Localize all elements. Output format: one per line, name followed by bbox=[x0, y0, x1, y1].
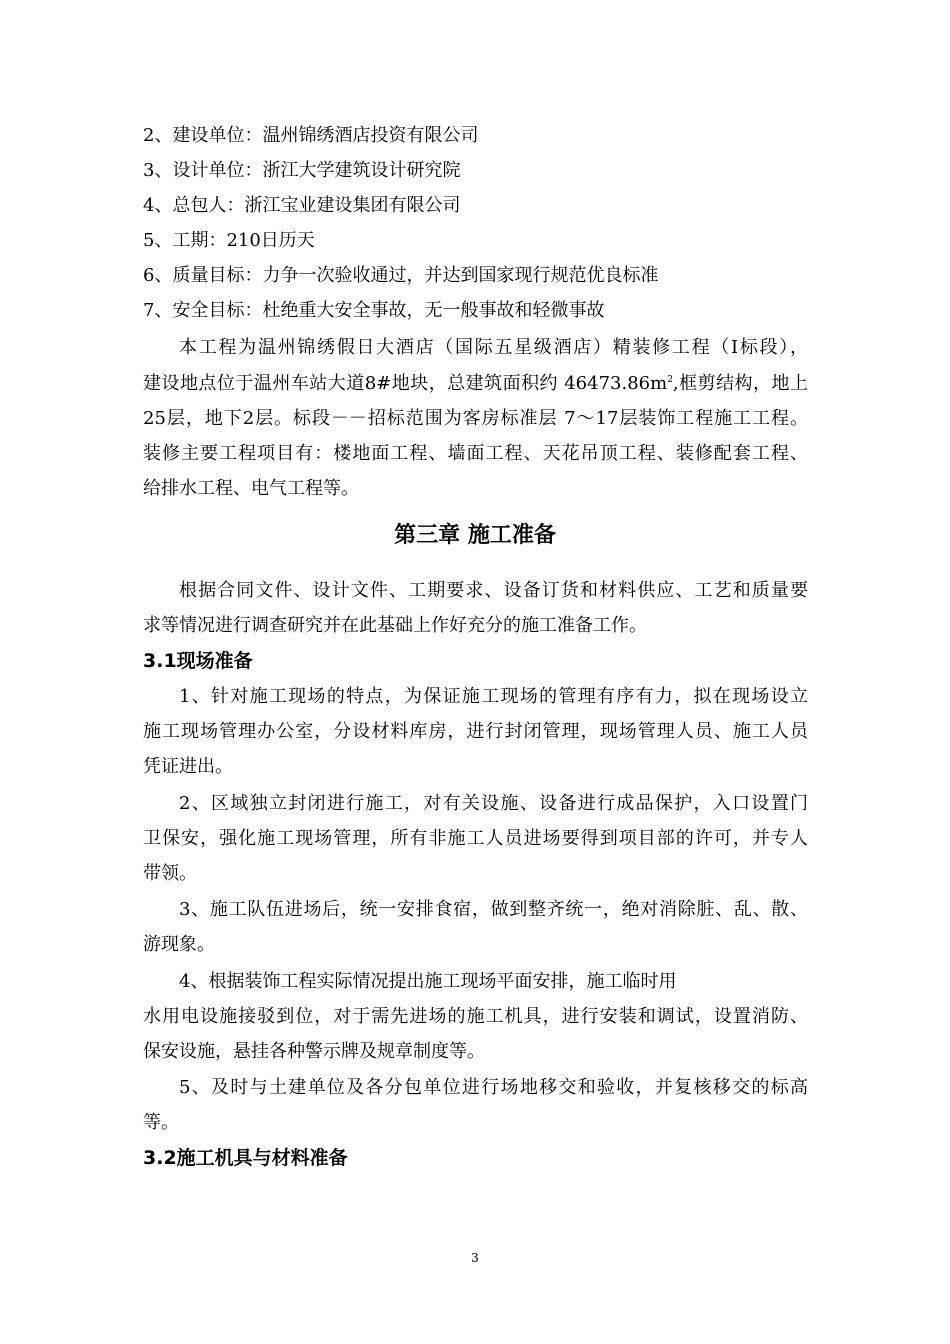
list-item-duration: 5、工期：210日历天 bbox=[143, 230, 315, 251]
paragraph-line: 施工现场管理办公室，分设材料库房，进行封闭管理，现场管理人员、施工人员 bbox=[143, 721, 808, 742]
paragraph-line: 3、施工队伍进场后，统一安排食宿，做到整齐统一，绝对消除脏、乱、散、 bbox=[179, 899, 808, 920]
paragraph-line: 带领。 bbox=[143, 863, 197, 884]
list-item-quality-target: 6、质量目标：力争一次验收通过，并达到国家现行规范优良标准 bbox=[143, 265, 659, 286]
paragraph-line: 保安设施，悬挂各种警示牌及规章制度等。 bbox=[143, 1041, 485, 1062]
list-item-construction-unit: 2、建设单位：温州锦绣酒店投资有限公司 bbox=[143, 125, 479, 146]
paragraph-line: 卫保安，强化施工现场管理，所有非施工人员进场要得到项目部的许可，并专人 bbox=[143, 828, 808, 849]
page-number: 3 bbox=[471, 1251, 479, 1265]
paragraph-line: 凭证进出。 bbox=[143, 756, 233, 777]
chapter-intro-line-1: 根据合同文件、设计文件、工期要求、设备订货和材料供应、工艺和质量要 bbox=[179, 580, 808, 601]
paragraph-line: 5、及时与土建单位及各分包单位进行场地移交和验收，并复核移交的标高 bbox=[179, 1077, 808, 1098]
section-3-1-title: 3.1现场准备 bbox=[143, 650, 253, 672]
section-3-2-title: 3.2施工机具与材料准备 bbox=[143, 1147, 348, 1169]
paragraph-line: 等。 bbox=[143, 1112, 179, 1133]
overview-line-5: 给排水工程、电气工程等。 bbox=[143, 478, 359, 499]
chapter-intro-line-2: 求等情况进行调查研究并在此基础上作好充分的施工准备工作。 bbox=[143, 615, 647, 636]
overview-line-4: 装修主要工程项目有：楼地面工程、墙面工程、天花吊顶工程、装修配套工程、 bbox=[143, 443, 808, 464]
list-item-safety-target: 7、安全目标：杜绝重大安全事故，无一般事故和轻微事故 bbox=[143, 300, 605, 321]
paragraph-line: 4、根据装饰工程实际情况提出施工现场平面安排，施工临时用 bbox=[179, 971, 677, 992]
list-item-general-contractor: 4、总包人：浙江宝业建设集团有限公司 bbox=[143, 195, 461, 216]
paragraph-line: 1、针对施工现场的特点，为保证施工现场的管理有序有力，拟在现场设立 bbox=[179, 686, 808, 707]
list-item-design-unit: 3、设计单位：浙江大学建筑设计研究院 bbox=[143, 160, 461, 181]
chapter-title: 第三章 施工准备 bbox=[394, 523, 556, 548]
overview-line-1: 本工程为温州锦绣假日大酒店（国际五星级酒店）精装修工程（Ⅰ标段）， bbox=[179, 337, 808, 358]
paragraph-line: 2、区域独立封闭进行施工，对有关设施、设备进行成品保护，入口设置门 bbox=[179, 793, 808, 814]
paragraph-line: 游现象。 bbox=[143, 934, 215, 955]
paragraph-line: 水用电设施接驳到位，对于需先进场的施工机具，进行安装和调试，设置消防、 bbox=[143, 1006, 808, 1027]
overview-line-2: 建设地点位于温州车站大道8#地块，总建筑面积约 $46473.86m^2$,框剪结构，地上 bbox=[143, 373, 808, 394]
overview-line-3: 25层，地下2层。标段－－招标范围为客房标准层 7～17层装饰工程施工工程。 bbox=[143, 408, 808, 429]
